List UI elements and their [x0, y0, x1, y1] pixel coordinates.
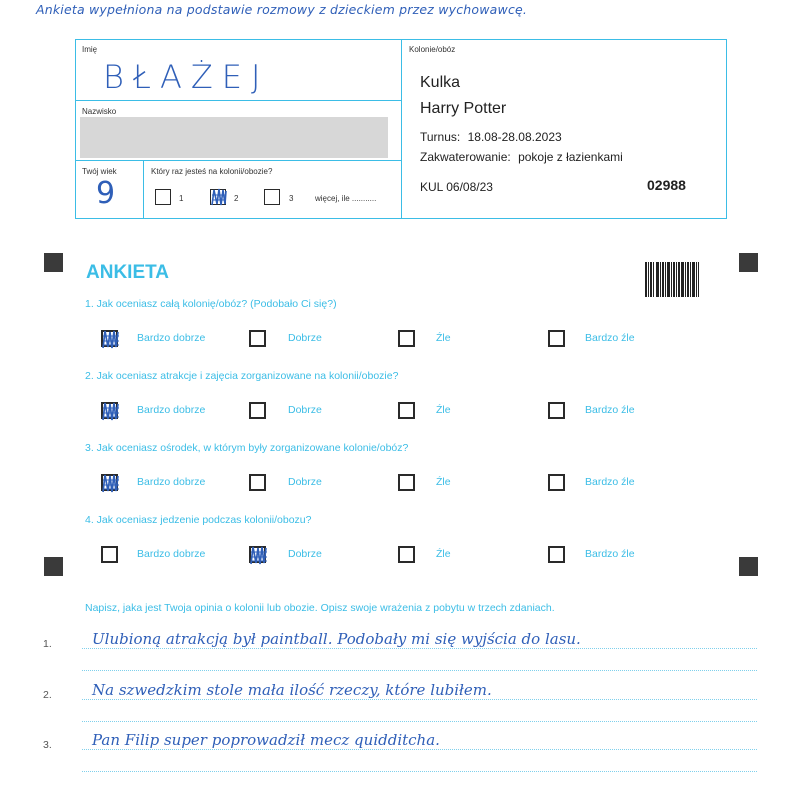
header-note: Ankieta wypełniona na podstawie rozmowy z dzieckiem przez wychowawcę. — [36, 2, 528, 17]
rating-checkbox[interactable] — [101, 474, 118, 491]
rating-option-label: Bardzo źle — [585, 332, 635, 344]
rating-checkbox[interactable] — [398, 402, 415, 419]
name-value[interactable]: BŁAŻEJ — [103, 58, 270, 96]
form-number: 02988 — [647, 177, 686, 193]
question-text: 2. Jak oceniasz atrakcje i zajęcia zorganizowane na kolonii/obozie? — [85, 370, 399, 382]
barcode-icon — [645, 262, 699, 297]
camp-label: Kolonie/obóz — [409, 45, 456, 54]
rating-checkbox[interactable] — [249, 330, 266, 347]
checkmark-scribble-icon — [101, 473, 121, 495]
rating-option-label: Bardzo źle — [585, 548, 635, 560]
opinion-line-number: 3. — [43, 739, 52, 751]
writing-line — [82, 771, 757, 772]
registration-marker-bottom-left — [44, 557, 63, 576]
checkmark-scribble-icon — [101, 329, 121, 351]
rating-option-label: Bardzo źle — [585, 476, 635, 488]
writing-line — [82, 749, 757, 750]
camp-theme: Harry Potter — [420, 100, 507, 117]
rating-checkbox[interactable] — [398, 330, 415, 347]
checkmark-scribble-icon — [101, 401, 121, 423]
surname-label: Nazwisko — [82, 107, 117, 116]
rating-option-label: Źle — [436, 476, 451, 488]
rating-checkbox[interactable] — [548, 546, 565, 563]
rating-option-label: Źle — [436, 404, 451, 416]
survey-title: ANKIETA — [86, 262, 170, 283]
writing-line — [82, 699, 757, 700]
rating-option-label: Bardzo dobrze — [137, 404, 206, 416]
rating-option-label: Dobrze — [288, 476, 322, 488]
rating-checkbox[interactable] — [398, 474, 415, 491]
checkmark-scribble-icon — [209, 187, 229, 209]
rating-checkbox[interactable] — [548, 330, 565, 347]
opinion-line-number: 2. — [43, 689, 52, 701]
times-checkbox-2[interactable] — [210, 189, 226, 205]
turnus-row — [420, 130, 562, 144]
times-checkbox-3[interactable] — [264, 189, 280, 205]
lodging-row — [420, 150, 623, 164]
rating-checkbox[interactable] — [101, 546, 118, 563]
opinion-answer[interactable]: Pan Filip super poprowadził mecz quidditcha. — [92, 731, 440, 749]
surname-redacted — [80, 117, 388, 158]
rating-checkbox[interactable] — [249, 546, 266, 563]
rating-checkbox[interactable] — [101, 330, 118, 347]
rating-option-label: Bardzo źle — [585, 404, 635, 416]
opinion-prompt: Napisz, jaka jest Twoja opinia o kolonii lub obozie. Opisz swoje wrażenia z pobytu w trzech zdaniach. — [85, 602, 555, 614]
question-text: 3. Jak oceniasz ośrodek, w którym były zorganizowane kolonie/obóz? — [85, 442, 409, 454]
question-text: 1. Jak oceniasz całą kolonię/obóz? (Podobało Ci się?) — [85, 298, 337, 310]
rating-option-label: Dobrze — [288, 404, 322, 416]
opinion-answer[interactable]: Na szwedzkim stole mała ilość rzeczy, które lubiłem. — [92, 681, 492, 699]
age-value[interactable]: 9 — [96, 176, 116, 211]
rating-option-label: Bardzo dobrze — [137, 548, 206, 560]
times-option-3: 3 — [289, 194, 294, 203]
rating-option-label: Źle — [436, 548, 451, 560]
registration-marker-top-left — [44, 253, 63, 272]
checkmark-scribble-icon — [249, 545, 269, 567]
times-option-more: więcej, ile ........... — [315, 194, 377, 203]
turnus-label: Turnus: — [420, 130, 461, 144]
rating-option-label: Dobrze — [288, 332, 322, 344]
times-checkbox-1[interactable] — [155, 189, 171, 205]
rating-checkbox[interactable] — [249, 402, 266, 419]
camp-code: KUL 06/08/23 — [420, 180, 493, 194]
age-label: Twój wiek — [82, 167, 117, 176]
camp-name: Kulka — [420, 74, 461, 91]
times-label: Który raz jesteś na kolonii/obozie? — [151, 167, 273, 176]
rating-option-label: Dobrze — [288, 548, 322, 560]
name-label: Imię — [82, 45, 98, 54]
rating-checkbox[interactable] — [398, 546, 415, 563]
times-option-2: 2 — [234, 194, 239, 203]
writing-line — [82, 648, 757, 649]
writing-line — [82, 721, 757, 722]
registration-marker-bottom-right — [739, 557, 758, 576]
rating-option-label: Bardzo dobrze — [137, 332, 206, 344]
rating-option-label: Źle — [436, 332, 451, 344]
rating-checkbox[interactable] — [548, 402, 565, 419]
registration-marker-top-right — [739, 253, 758, 272]
opinion-answer[interactable]: Ulubioną atrakcją był paintball. Podobały mi się wyjścia do lasu. — [92, 630, 581, 648]
rating-checkbox[interactable] — [548, 474, 565, 491]
question-text: 4. Jak oceniasz jedzenie podczas kolonii/obozu? — [85, 514, 312, 526]
times-option-1: 1 — [179, 194, 184, 203]
info-box-divider — [401, 39, 402, 219]
rating-option-label: Bardzo dobrze — [137, 476, 206, 488]
lodging-label: Zakwaterowanie: — [420, 150, 511, 164]
writing-line — [82, 670, 757, 671]
turnus-value: 18.08-28.08.2023 — [467, 130, 562, 144]
rating-checkbox[interactable] — [101, 402, 118, 419]
lodging-value: pokoje z łazienkami — [518, 150, 623, 164]
opinion-line-number: 1. — [43, 638, 52, 650]
rating-checkbox[interactable] — [249, 474, 266, 491]
